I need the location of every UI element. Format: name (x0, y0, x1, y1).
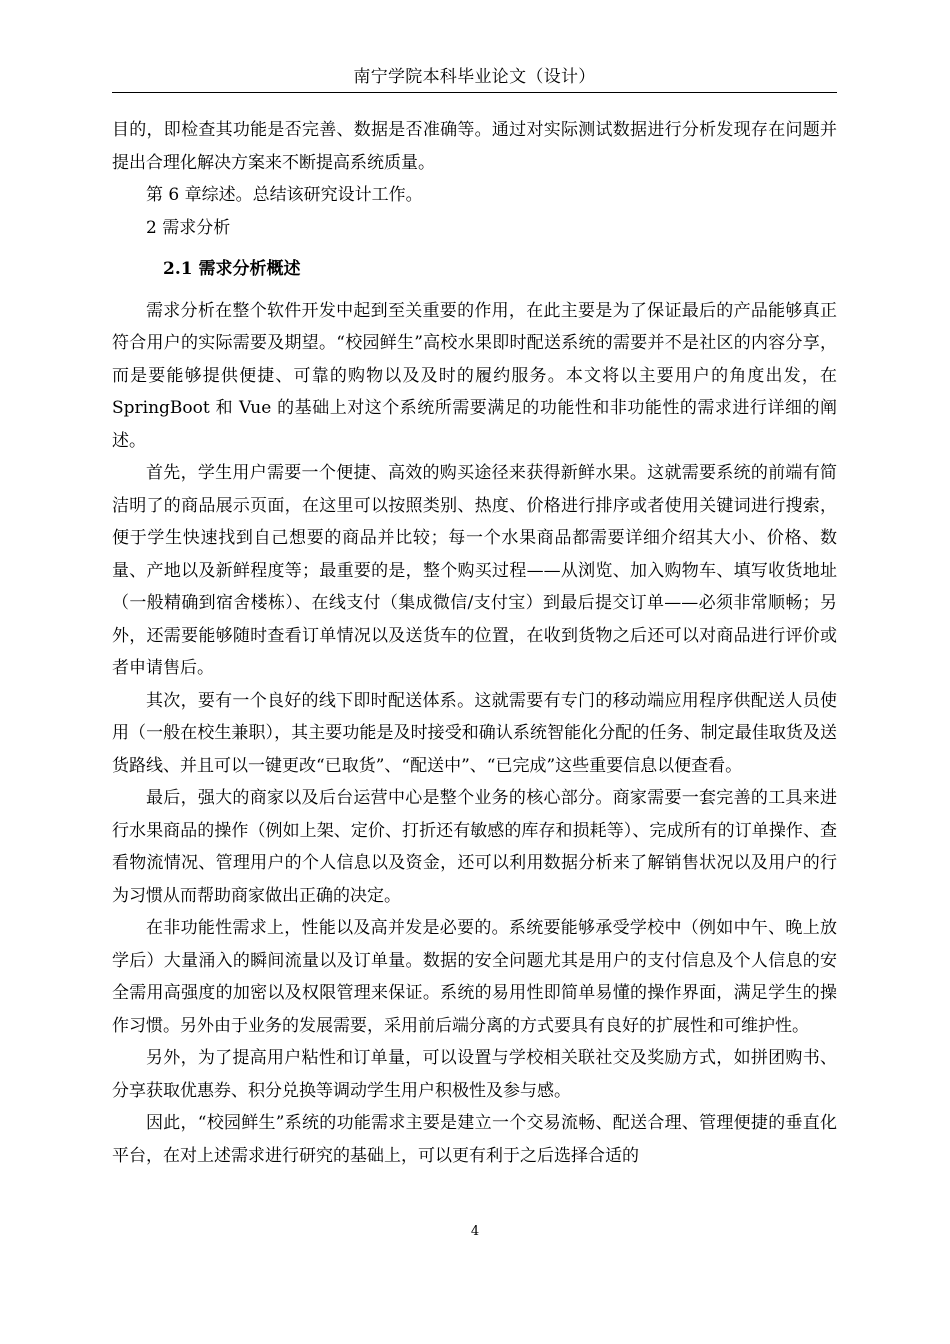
page-number: 4 (470, 1224, 480, 1239)
paragraph: 因此，“校园鲜生”系统的功能需求主要是建立一个交易流畅、配送合理、管理便捷的垂直化平台，在对上述需求进行研究的基础上，可以更有利于之后选择合适的 (112, 1113, 837, 1166)
section-heading-2: 2 需求分析 (146, 217, 231, 238)
paragraph: 另外，为了提高用户粘性和订单量，可以设置与学校相关联社交及奖励方式，如拼团购书、分享获取优惠券、积分兑换等调动学生用户积极性及参与感。 (112, 1048, 837, 1101)
header-title: 南宁学院本科毕业论文（设计） (353, 67, 596, 87)
page-body (112, 114, 837, 1172)
section-heading-2-1: 2.1 需求分析概述 (163, 259, 301, 279)
paragraph: 首先，学生用户需要一个便捷、高效的购买途径来获得新鲜水果。这就需要系统的前端有简洁明了的商品展示页面，在这里可以按照类别、热度、价格进行排序或者使用关键词进行搜索，便于学生快速找到自己想要的商品并比较；每一个水果商品都需要详细介绍其大小、价格、数量、产地以及新鲜程度等；最重要的是，整个购买过程——从浏览、加入购物车、填写收货地址（一般精确到宿舍楼栋）、在线支付（集成微信/支付宝）到最后提交订单——必须非常顺畅；另外，还需要能够随时查看订单情况以及送货车的位置，在收到货物之后还可以对商品进行评价或者申请售后。 (112, 463, 837, 678)
paragraph-chapter-6: 第 6 章综述。总结该研究设计工作。 (146, 185, 423, 205)
paragraph: 其次，要有一个良好的线下即时配送体系。这就需要有专门的移动端应用程序供配送人员使用（一般在校生兼职），其主要功能是及时接受和确认系统智能化分配的任务、制定最佳取货及送货路线、并且可以一键更改“已取货”、“配送中”、“已完成”这些重要信息以便查看。 (112, 690, 837, 776)
paragraph-continuation: 目的，即检查其功能是否完善、数据是否准确等。通过对实际测试数据进行分析发现存在问题并提出合理化解决方案来不断提高系统质量。 (112, 120, 837, 173)
page-header (112, 62, 837, 93)
page-footer (0, 1223, 950, 1241)
paragraph: 需求分析在整个软件开发中起到至关重要的作用，在此主要是为了保证最后的产品能够真正符合用户的实际需要及期望。“校园鲜生”高校水果即时配送系统的需要并不是社区的内容分享，而是要能够提供便捷、可靠的购物以及及时的履约服务。本文将以主要用户的角度出发，在 SpringBoot 和 Vue 的基础上对这个系统所需要满足的功能性和非功能性的需求进行详细的阐述。 (112, 300, 837, 451)
paragraph: 最后，强大的商家以及后台运营中心是整个业务的核心部分。商家需要一套完善的工具来进行水果商品的操作（例如上架、定价、打折还有敏感的库存和损耗等）、完成所有的订单操作、查看物流情况、管理用户的个人信息以及资金，还可以利用数据分析来了解销售状况以及用户的行为习惯从而帮助商家做出正确的决定。 (112, 788, 837, 906)
paragraph: 在非功能性需求上，性能以及高并发是必要的。系统要能够承受学校中（例如中午、晚上放学后）大量涌入的瞬间流量以及订单量。数据的安全问题尤其是用户的支付信息及个人信息的安全需用高强度的加密以及权限管理来保证。系统的易用性即简单易懂的操作界面，满足学生的操作习惯。另外由于业务的发展需要，采用前后端分离的方式要具有良好的扩展性和可维护性。 (112, 918, 837, 1036)
